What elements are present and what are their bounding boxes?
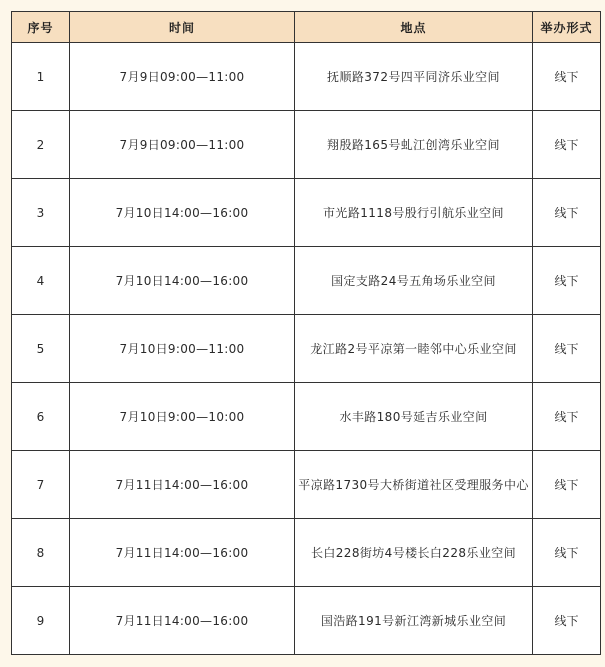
row-number: 5	[12, 315, 70, 383]
row-format: 线下	[533, 519, 601, 587]
schedule-table	[11, 11, 601, 655]
header-location: 地点	[295, 12, 533, 43]
row-time: 7月11日14:00—16:00	[70, 519, 295, 587]
row-format: 线下	[533, 179, 601, 247]
row-number: 6	[12, 383, 70, 451]
table-row	[12, 451, 601, 519]
table-row	[12, 179, 601, 247]
row-location: 市光路1118号殷行引航乐业空间	[295, 179, 533, 247]
row-location: 国定支路24号五角场乐业空间	[295, 247, 533, 315]
row-format: 线下	[533, 383, 601, 451]
row-number: 7	[12, 451, 70, 519]
header-row	[12, 12, 601, 43]
row-location: 平凉路1730号大桥街道社区受理服务中心	[295, 451, 533, 519]
table-row	[12, 111, 601, 179]
row-format: 线下	[533, 587, 601, 655]
row-time: 7月10日14:00—16:00	[70, 179, 295, 247]
row-location: 长白228街坊4号楼长白228乐业空间	[295, 519, 533, 587]
table-row	[12, 519, 601, 587]
table-row	[12, 383, 601, 451]
row-number: 2	[12, 111, 70, 179]
row-time: 7月11日14:00—16:00	[70, 587, 295, 655]
table-row	[12, 587, 601, 655]
header-format: 举办形式	[533, 12, 601, 43]
row-location: 翔殷路165号虬江创湾乐业空间	[295, 111, 533, 179]
table-header	[12, 12, 601, 43]
row-location: 龙江路2号平凉第一睦邻中心乐业空间	[295, 315, 533, 383]
row-time: 7月10日14:00—16:00	[70, 247, 295, 315]
row-location: 水丰路180号延吉乐业空间	[295, 383, 533, 451]
row-number: 4	[12, 247, 70, 315]
row-format: 线下	[533, 43, 601, 111]
row-format: 线下	[533, 247, 601, 315]
row-number: 9	[12, 587, 70, 655]
header-number: 序号	[12, 12, 70, 43]
table-row	[12, 247, 601, 315]
row-number: 1	[12, 43, 70, 111]
row-time: 7月10日9:00—10:00	[70, 383, 295, 451]
row-number: 8	[12, 519, 70, 587]
row-format: 线下	[533, 451, 601, 519]
row-location: 国浩路191号新江湾新城乐业空间	[295, 587, 533, 655]
row-time: 7月9日09:00—11:00	[70, 111, 295, 179]
row-number: 3	[12, 179, 70, 247]
table-body	[12, 43, 601, 655]
row-time: 7月10日9:00—11:00	[70, 315, 295, 383]
row-location: 抚顺路372号四平同济乐业空间	[295, 43, 533, 111]
row-format: 线下	[533, 315, 601, 383]
header-time: 时间	[70, 12, 295, 43]
table-row	[12, 315, 601, 383]
row-format: 线下	[533, 111, 601, 179]
row-time: 7月9日09:00—11:00	[70, 43, 295, 111]
table-row	[12, 43, 601, 111]
row-time: 7月11日14:00—16:00	[70, 451, 295, 519]
